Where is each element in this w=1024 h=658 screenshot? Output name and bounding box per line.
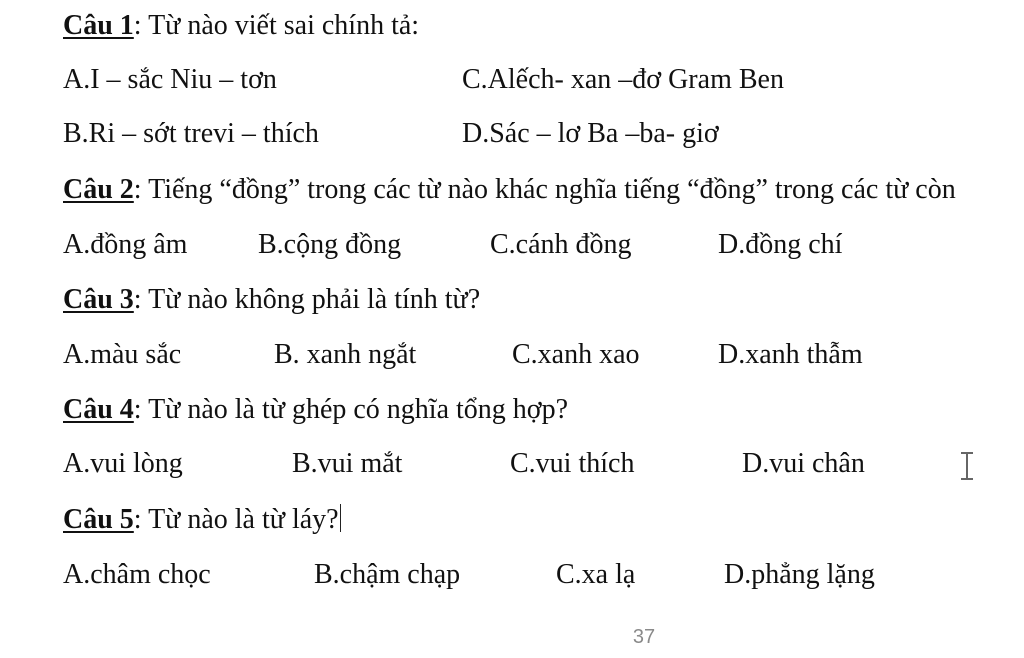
question-4-option-c: C.vui thích: [510, 448, 635, 479]
question-3-option-a: A.màu sắc: [63, 339, 182, 370]
question-1-option-b: B.Ri – sớt trevi – thích: [63, 118, 319, 149]
question-1-options-row-1: [0, 60, 1024, 100]
question-3-option-b: B. xanh ngắt: [274, 339, 417, 370]
question-1: [63, 6, 1024, 46]
question-4-text: : Từ nào là từ ghép có nghĩa tổng hợp?: [133, 394, 569, 425]
question-4: [63, 390, 1024, 430]
question-2-option-b: B.cộng đồng: [258, 229, 402, 260]
question-4-options: [0, 444, 1024, 484]
question-1-option-a: A.I – sắc Niu – tơn: [63, 64, 277, 95]
question-2-label: Câu 2: [63, 174, 134, 205]
question-4-label: Câu 4: [63, 394, 134, 425]
question-5-text: : Từ nào là từ láy?: [133, 504, 339, 535]
question-5-option-a: A.châm chọc: [63, 559, 211, 590]
question-2-option-a: A.đồng âm: [63, 229, 188, 260]
question-5: [63, 500, 1024, 540]
question-2-option-c: C.cánh đồng: [490, 229, 632, 260]
ibeam-cursor-icon: [960, 452, 974, 480]
question-1-option-c: C.Alếch- xan –đơ Gram Ben: [462, 64, 784, 95]
question-2: [63, 170, 1024, 210]
question-5-option-c: C.xa lạ: [556, 559, 636, 590]
question-3-options: [0, 335, 1024, 375]
question-3-label: Câu 3: [63, 284, 134, 315]
question-2-options: [0, 225, 1024, 265]
question-4-option-d: D.vui chân: [742, 448, 865, 479]
question-5-option-b: B.chậm chạp: [314, 559, 461, 590]
question-5-options: [0, 555, 1024, 595]
question-3-text: : Từ nào không phải là tính từ?: [133, 284, 481, 315]
question-5-option-d: D.phẳng lặng: [724, 559, 875, 590]
question-3-option-d: D.xanh thẫm: [718, 339, 863, 370]
question-1-text: : Từ nào viết sai chính tả:: [133, 10, 420, 41]
page-number: 37: [632, 626, 656, 648]
question-1-options-row-2: [0, 114, 1024, 154]
question-1-option-d: D.Sác – lơ Ba –ba- giơ: [462, 118, 719, 149]
question-3-option-c: C.xanh xao: [512, 339, 640, 370]
question-5-label: Câu 5: [63, 504, 134, 535]
question-2-text: : Tiếng “đồng” trong các từ nào khác nghĩa tiếng “đồng” trong các từ còn: [133, 174, 956, 205]
text-cursor: [340, 504, 341, 532]
question-2-option-d: D.đồng chí: [718, 229, 843, 260]
question-1-label: Câu 1: [63, 10, 134, 41]
question-3: [63, 280, 1024, 320]
question-4-option-b: B.vui mắt: [292, 448, 403, 479]
question-4-option-a: A.vui lòng: [63, 448, 183, 479]
